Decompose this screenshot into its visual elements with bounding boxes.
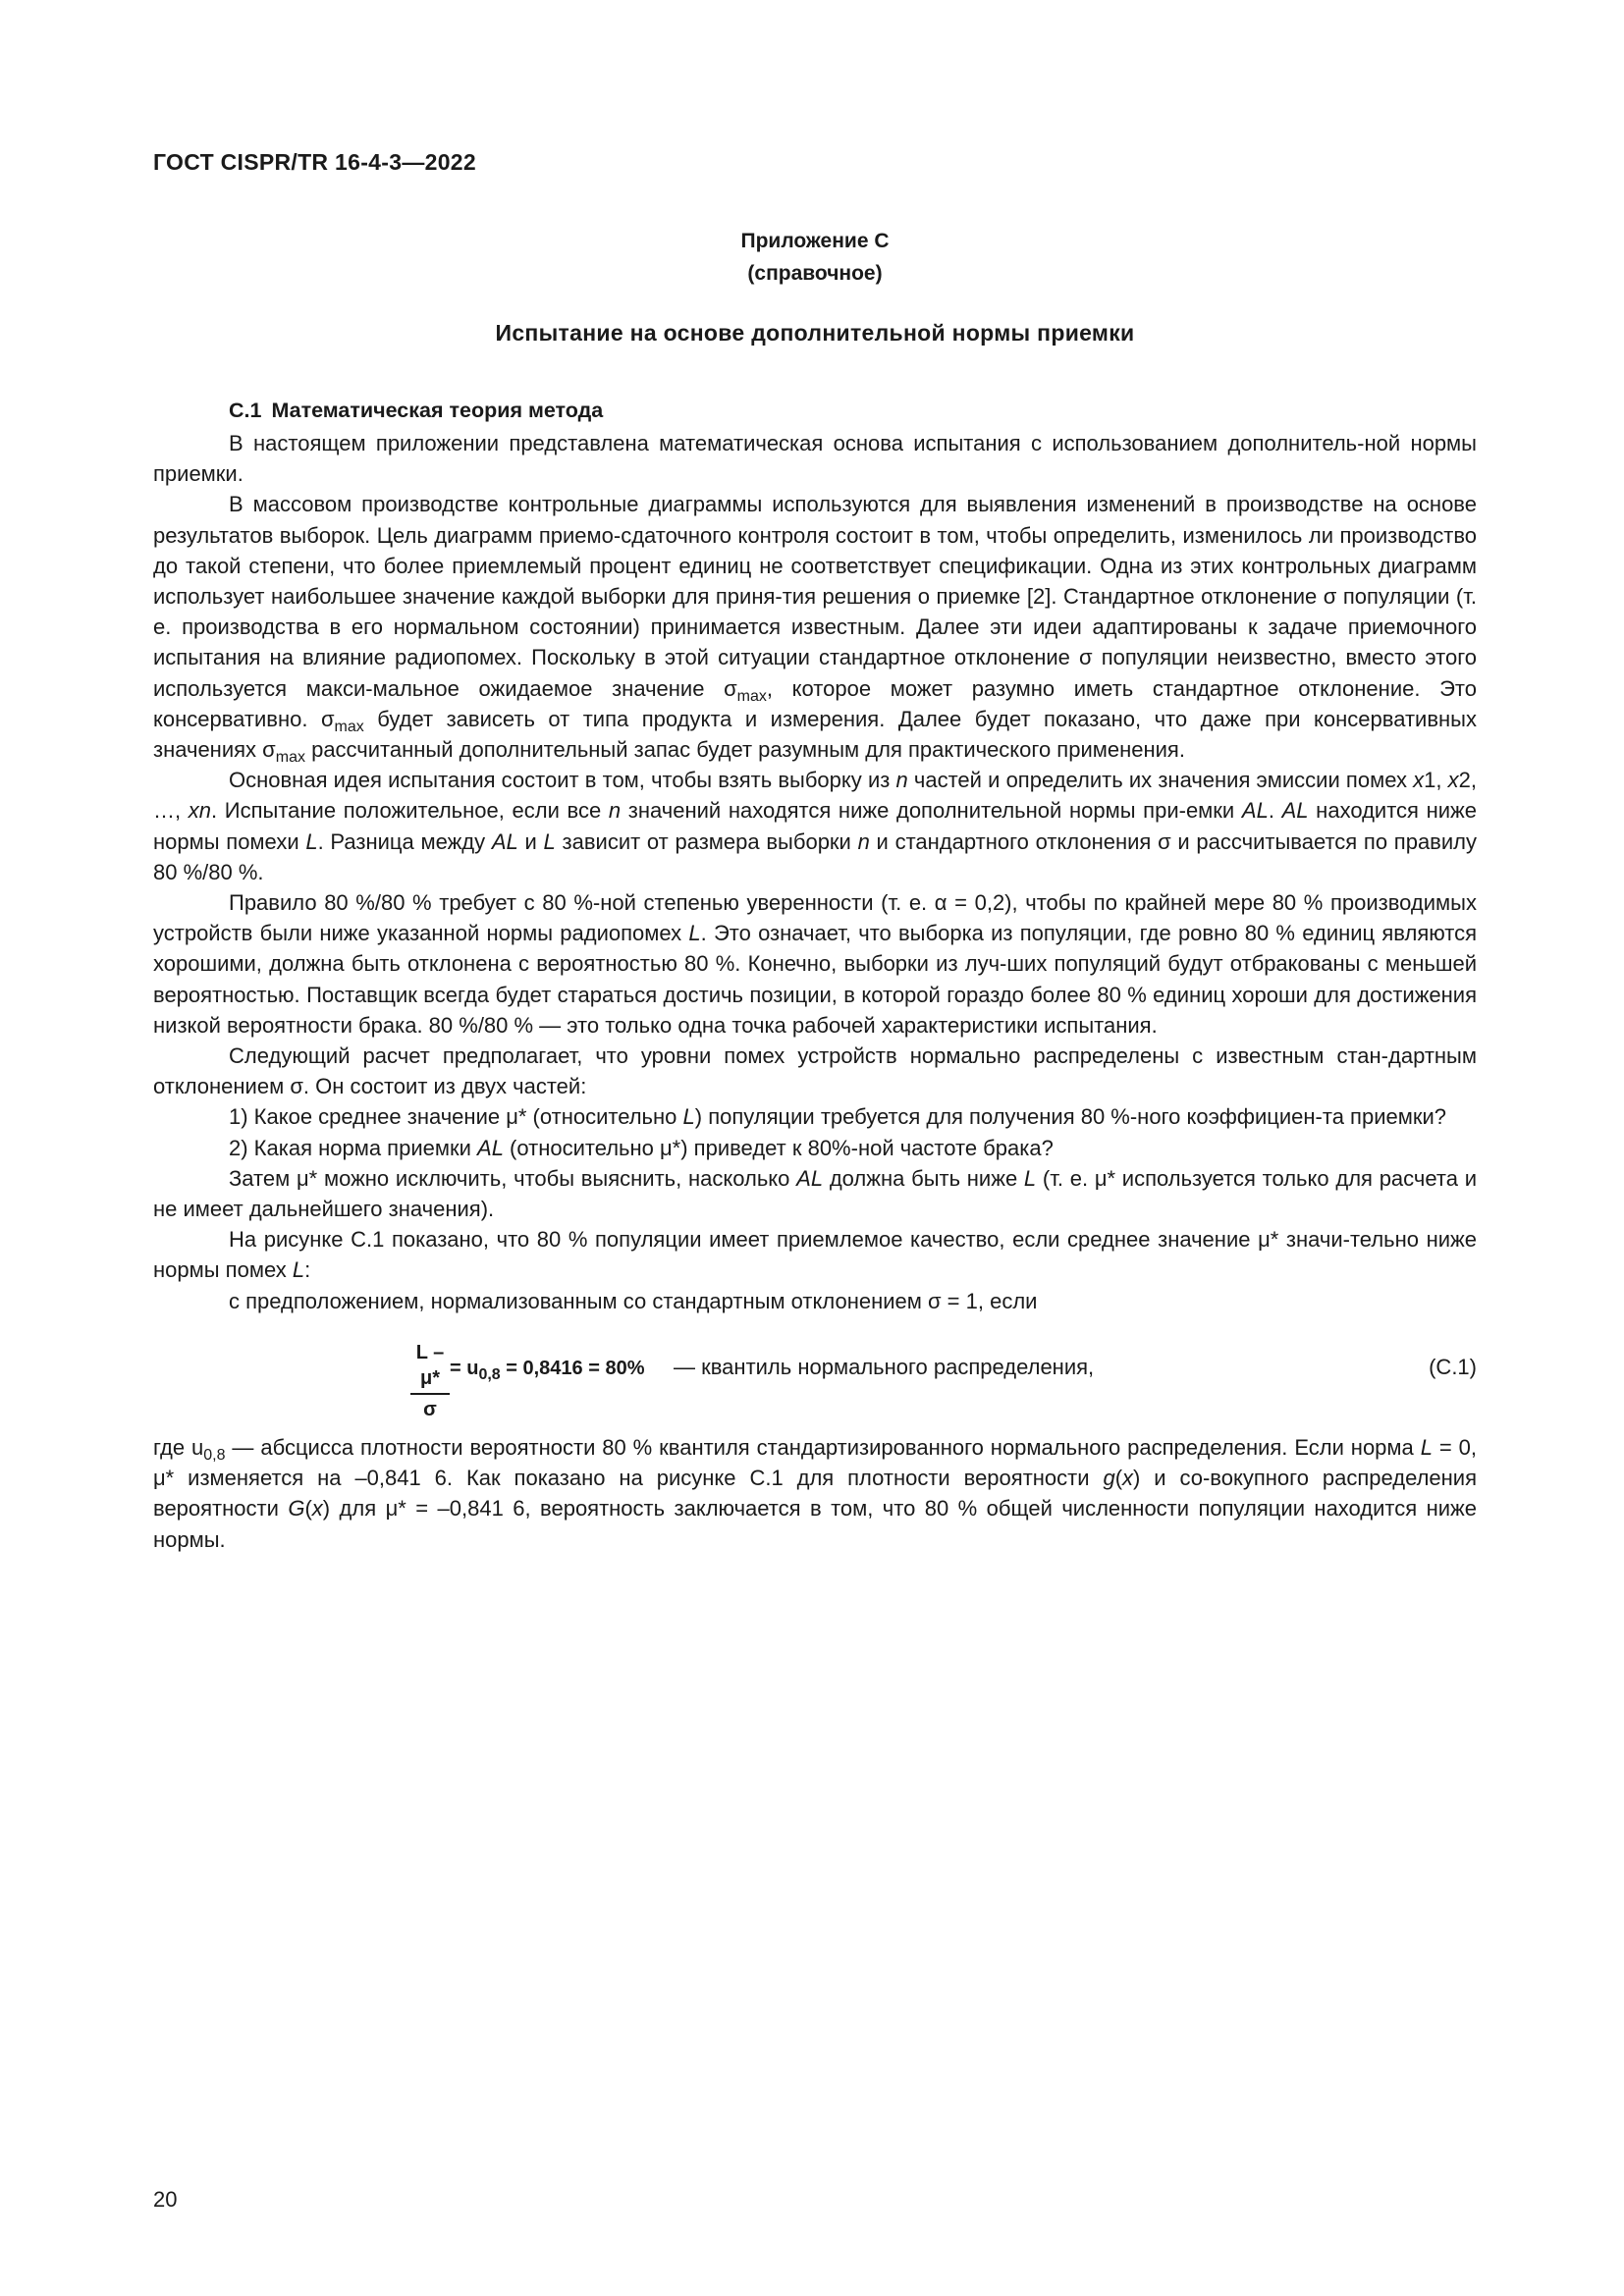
paragraph: В настоящем приложении представлена математическая основа испытания с использованием дополнитель-ной нормы приемки. [153,431,1477,487]
document-header: ГОСТ CISPR/TR 16-4-3—2022 [153,149,476,175]
paragraph: На рисунке С.1 показано, что 80 % популяции имеет приемлемое качество, если среднее значение μ* значи-тельно ниже нормы помех L: [153,1227,1477,1283]
formula-rhs-sub: 0,8 [478,1365,501,1383]
formula-numerator: L – μ* [410,1340,450,1395]
section-title: Математическая теория метода [271,399,604,422]
paragraph: Основная идея испытания состоит в том, чтобы взять выборку из n частей и определить их значения эмиссии помех x1, x2, …, xn. Испытание положительное, если все n значений находятся ниже дополнительной нормы при-емки AL. AL находится ниже нормы помехи L. Разница между AL и L зависит от размера выборки n и стандартного отклонения σ и рассчитывается по правилу 80 %/80 %. [153,768,1477,884]
formula-denominator: σ [423,1398,437,1420]
formula-label: (С.1) [1429,1354,1477,1379]
page-number: 20 [153,2187,178,2212]
list-item: 2) Какая норма приемки AL (относительно μ*) приведет к 80%-ной частоте брака? [229,1135,1054,1160]
section-heading [229,396,1477,426]
paragraph: где $u_{0,8}$ — абсцисса плотности вероятности 80 % квантиля стандартизированного нормального распределения. Если норма L = 0, μ* изменяется на –0,841 6. Как показано на рисунке С.1 для плотности вероятности g(x) и со-вокупного распределения вероятности G(x) для μ* = –0,841 6, вероятность заключается в том, что 80 % общей численности популяции находится ниже нормы. [153,1434,1478,1552]
main-title: Испытание на основе дополнительной нормы приемки [495,320,1135,346]
appendix-heading [153,225,1477,290]
formula-rhs [450,1354,645,1384]
list-item: 1) Какое среднее значение μ* (относительно L) популяции требуется для получения 80 %-ного коэффициен-та приемки? [229,1104,1447,1130]
formula-rhs-prefix: = u [450,1357,479,1379]
appendix-title: Приложение С [740,230,890,252]
paragraph: Затем μ* можно исключить, чтобы выяснить, насколько AL должна быть ниже L (т. е. μ* используется только для расчета и не имеет дальнейшего значения). [153,1165,1477,1222]
paragraph: с предположением, нормализованным со стандартным отклонением σ = 1, если [229,1288,1038,1313]
document-body [153,396,1477,1555]
formula-c1 [153,1338,1477,1426]
paragraph: Следующий расчет предполагает, что уровни помех устройств нормально распределены с известным стан-дартным отклонением σ. Он состоит из двух частей: [153,1043,1477,1099]
section-number: С.1 [229,399,262,422]
formula-description: — квантиль нормального распределения, [674,1354,1095,1379]
paragraph: В массовом производстве контрольные диаграммы используются для выявления изменений в производстве на основе результатов выборок. Цель диаграмм приемо-сдаточного контроля состоит в том, чтобы определить, изменилось ли производство до такой степени, что более приемлемый процент единиц не соответствует спецификации. Одна из этих контрольных диаграмм использует наибольшее значение каждой выборки для приня-тия решения о приемке [2]. Стандартное отклонение σ популяции (т. е. производства в его нормальном состоянии) принимается известным. Далее эти идеи адаптированы к задаче приемочного испытания на влияние радиопомех. Поскольку в этой ситуации стандартное отклонение σ популяции неизвестно, вместо этого используется макси-мальное ожидаемое значение $\sigma_{max}$, которое может разумно иметь стандартное отклонение. Это консервативно. $\sigma_{max}$ будет зависеть от типа продукта и измерения. Далее будет показано, что даже при консервативных значениях $\sigma_{max}$ рассчитанный дополнительный запас будет разумным для практического применения. [153,492,1477,767]
formula-fraction [410,1340,450,1424]
appendix-subtitle: (справочное) [747,262,883,285]
paragraph: Правило 80 %/80 % требует с 80 %-ной степенью уверенности (т. е. α = 0,2), чтобы по крайней мере 80 % производимых устройств были ниже указанной нормы радиопомех L. Это означает, что выборка из популяции, где ровно 80 % единиц являются хорошими, должна быть отклонена с вероятностью 80 %. Конечно, выборки из луч-ших популяций будут отбракованы с меньшей вероятностью. Поставщик всегда будет стараться достичь позиции, в которой гораздо более 80 % единиц хороши для достижения низкой вероятности брака. 80 %/80 % — это только одна точка рабочей характеристики испытания. [153,890,1477,1038]
formula-rhs-suffix: = 0,8416 = 80% [500,1357,645,1379]
